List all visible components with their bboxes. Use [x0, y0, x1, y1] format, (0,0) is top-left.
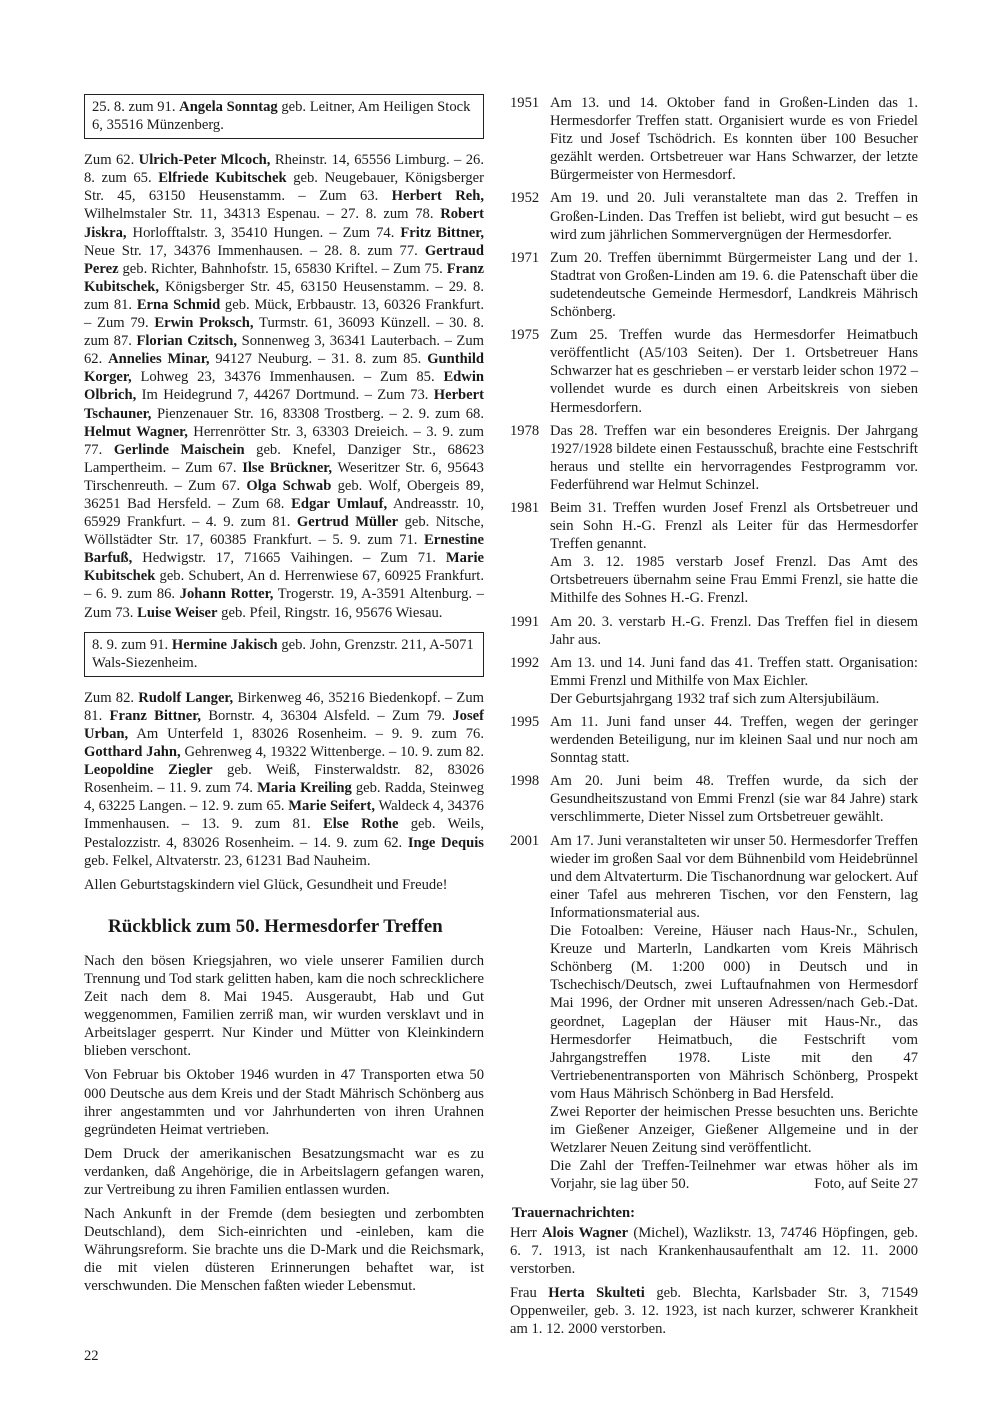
timeline-paragraph: Am 13. und 14. Juni fand das 41. Treffen statt. Organisation: Emmi Frenzl und Mithilfe von Max Eichler. [550, 654, 918, 689]
timeline-paragraph: Am 17. Juni veranstalteten wir unser 50. Hermesdorfer Treffen wieder im großen Saal vor dem Bühnenbild vom Heidebrünnel und dem Altvaterturm. Die Tischanordnung war gelockert. Auf einer Tafel aus mehreren Tischen, vor den Fenstern, lag Informationsmaterial aus. [550, 832, 919, 921]
timeline-paragraph: Am 13. und 14. Oktober fand in Großen-Linden das 1. Hermesdorfer Treffen statt. Organisiert wurde es von Friedel Fitz und Josef Tschödrich. Es konnten über 100 Besucher gezählt werden. Ortsbetreuer war Hans Schwarzer, der letzte Bürgermeister von Hermesdorf. [550, 95, 918, 184]
highlight-box-birthday-91 [84, 94, 484, 139]
timeline-paragraph: Das 28. Treffen war ein besonderes Ereignis. Der Jahrgang 1927/1928 bildete einen Festausschuß, brachte eine Festschrift heraus und stellte ein hervorragendes Festprogramm vor. Federführend war Helmut Schinzel. [550, 422, 918, 493]
page-number: 22 [84, 1348, 99, 1364]
box-text: 25. 8. zum 91. Angela Sonntag geb. Leitner, Am Heiligen Stock 6, 35516 Münzenberg. [92, 99, 471, 134]
timeline-paragraph: Die Zahl der Treffen-Teilnehmer war etwas höher als im Vorjahr, sie lag über 50. [550, 1158, 918, 1193]
obituary-heading: Trauernachrichten: [512, 1204, 635, 1221]
timeline-year: 1952 [510, 190, 540, 207]
timeline-year: 1951 [510, 95, 540, 111]
timeline-text [550, 772, 918, 826]
timeline-year: 1995 [510, 714, 540, 730]
obituary-1: Herr Alois Wagner (Michel), Wazlikstr. 13, 74746 Höpfingen, geb. 6. 7. 1913, ist nach Krankenhausaufenthalt am 12. 11. 2000 verstorben. [510, 1224, 918, 1277]
timeline-paragraph: Beim 31. Treffen wurden Josef Frenzl als Ortsbetreuer und sein Sohn H.-G. Frenzl als Leiter für das Hermesdorfer Treffen genannt. [550, 499, 918, 553]
timeline-text [550, 422, 918, 494]
timeline-entry [510, 832, 918, 1194]
timeline-text [550, 713, 918, 767]
timeline-paragraph: Am 3. 12. 1985 verstarb Josef Frenzl. Das Amt des Ortsbetreuers übernahm seine Frau Emmi Frenzl, sie hatte die Mithilfe des Sohnes H.-G. Frenzl. [550, 554, 918, 607]
timeline-paragraph: Zum 20. Treffen übernimmt Bürgermeister Lang und der 1. Stadtrat von Großen-Linden am 19. 6. die Patenschaft über die sudetendeutsche Gemeinde Hermesdorf, Landkreis Mährisch Schönberg. [550, 249, 918, 321]
timeline-text [550, 189, 918, 243]
left-column [84, 94, 484, 1302]
timeline-entry [510, 94, 918, 184]
timeline-entry [510, 189, 918, 243]
timeline-text [550, 249, 918, 321]
timeline-text [550, 94, 918, 184]
review-paragraph-2: Von Februar bis Oktober 1946 wurden in 47 Transporten etwa 50 000 Deutsche aus dem Kreis und der Stadt Mährisch Schönberg aus ihrer angestammten und vor Jahrhunderten von ihren Urahnen gegründeten Heimat vertrieben. [84, 1067, 484, 1138]
timeline-entry [510, 613, 918, 649]
timeline-year: 1978 [510, 422, 540, 439]
right-column [510, 94, 918, 1344]
birthday-list-1: Zum 62. Ulrich-Peter Mlcoch, Rheinstr. 14, 65556 Limburg. – 26. 8. zum 65. Elfriede Kubitschek geb. Neugebauer, Königsberger Str. 45, 63150 Heusenstamm. – Zum 63. Herbert Reh, Wilhelmstaler Str. 11, 34313 Espenau. – 27. 8. zum 78. Robert Jiskra, Horlofftalstr. 3, 35410 Hungen. – Zum 74. Fritz Bittner, Neue Str. 17, 34376 Immenhausen. – 28. 8. zum 77. Gertraud Perez geb. Richter, Bahnhofstr. 15, 65830 Kriftel. – Zum 75. Franz Kubitschek, Königsberger Str. 45, 63150 Heusenstamm. – 29. 8. zum 81. Erna Schmid geb. Mück, Erbbaustr. 13, 60326 Frankfurt. – Zum 79. Erwin Proksch, Turmstr. 61, 36093 Künzell. – 30. 8. zum 87. Florian Czitsch, Sonnenweg 3, 36341 Lauterbach. – Zum 62. Annelies Minar, 94127 Neuburg. – 31. 8. zum 85. Gunthild Korger, Lohweg 23, 34376 Immenhausen. – Zum 85. Edwin Olbrich, Im Heidegrund 7, 44267 Dortmund. – Zum 73. Herbert Tschauner, Pienzenauer Str. 16, 83308 Trostberg. – 2. 9. zum 68. Helmut Wagner, Herrenrötter Str. 3, 63303 Dreieich. – 3. 9. zum 77. Gerlinde Maischein geb. Knefel, Danziger Str., 68623 Lampertheim. – Zum 67. Ilse Brückner, Weseritzer Str. 6, 95643 Tirschenreuth. – Zum 67. Olga Schwab geb. Wolf, Obergeis 89, 36251 Bad Hersfeld. – Zum 68. Edgar Umlauf, Andreasstr. 10, 65929 Frankfurt. – 4. 9. zum 81. Gertrud Müller geb. Nitsche, Wöllstädter Str. 17, 60385 Frankfurt. – 5. 9. zum 71. Ernestine Barfuß, Hedwigstr. 17, 71665 Vaihingen. – Zum 71. Marie Kubitschek geb. Schubert, An d. Herrenwiese 67, 60925 Frankfurt. – 6. 9. zum 86. Johann Rotter, Trogerstr. 19, A-3591 Altenburg. – Zum 73. Luise Weiser geb. Pfeil, Ringstr. 16, 95676 Wiesau. [84, 152, 485, 621]
section-title: Rückblick zum 50. Hermesdorfer Treffen [108, 915, 443, 937]
timeline-entry [510, 772, 918, 826]
timeline-paragraph: Am 20. 3. verstarb H.-G. Frenzl. Das Treffen fiel in diesem Jahr aus. [550, 613, 918, 648]
timeline-paragraph: Am 20. Juni beim 48. Treffen wurde, da sich der Gesundheitszustand von Emmi Frenzl (sie war 84 Jahre) stark verschlimmerte, Dieter Nissel zum Ortsbetreuer gewählt. [550, 773, 918, 826]
timeline-year: 1971 [510, 249, 540, 266]
timeline-text [550, 499, 918, 608]
timeline-paragraph: Am 19. und 20. Juli veranstaltete man das 2. Treffen in Großen-Linden. Das Treffen ist beliebt, wird gut besucht – es wird zum jährlichen Sommervergnügen der Hermesdorfer. [550, 190, 918, 243]
timeline-paragraph: Zum 25. Treffen wurde das Hermesdorfer Heimatbuch veröffentlicht (A5/103 Seiten). Der 1. Ortsbetreuer Hans Schwarzer hat es geschrieben – er verstarb leider schon 1972 – vollendet wurde es durch einen Arbeitskreis von sieben Hermesdorfern. [550, 327, 918, 416]
timeline-paragraph: Zwei Reporter der heimischen Presse besuchten uns. Berichte im Gießener Anzeiger, Gießener Allgemeine und in der Wetzlarer Neuen Zeitung sind veröffentlicht. [550, 1103, 918, 1157]
timeline-text [550, 326, 918, 416]
photo-note: Foto, auf Seite 27 [814, 1176, 918, 1193]
timeline-year: 1991 [510, 613, 540, 630]
review-paragraph-1: Nach den bösen Kriegsjahren, wo viele unserer Familien durch Trennung und Tod stark gelitten haben, kam die noch schrecklichere Zeit nach dem 8. Mai 1945. Ausgeraubt, Hab und Gut weggenommen, Familien zerriß man, wir wurden versklavt und in Arbeitslager gesperrt. Nur Kinder und Mütter von Kleinkindern blieben verschont. [84, 952, 484, 1060]
timeline-entry [510, 654, 918, 708]
timeline-text [550, 832, 918, 1194]
highlight-box-birthday-91-b [84, 632, 484, 677]
timeline-paragraph: Am 11. Juni fand unser 44. Treffen, wegen der geringer werdenden Beteiligung, nur im kleinen Saal und nur noch am Sonntag statt. [550, 714, 918, 767]
timeline-year: 1998 [510, 773, 540, 790]
timeline-text [550, 613, 918, 649]
timeline-text [550, 654, 918, 708]
box-text: 8. 9. zum 91. Hermine Jakisch geb. John, Grenzstr. 211, A-5071 Wals-Siezenheim. [92, 636, 474, 671]
timeline-year: 1992 [510, 654, 540, 671]
timeline-entry [510, 249, 918, 321]
timeline-year: 1975 [510, 327, 540, 344]
timeline-entry [510, 326, 918, 416]
review-paragraph-3: Dem Druck der amerikanischen Besatzungsmacht war es zu verdanken, daß Angehörige, die in Arbeitslagern gefangen waren, zur Vertreibung zu ihren Familien entlassen wurden. [84, 1145, 484, 1198]
timeline-entry [510, 713, 918, 767]
timeline-entry [510, 499, 918, 608]
birthday-list-2: Zum 82. Rudolf Langer, Birkenweg 46, 35216 Biedenkopf. – Zum 81. Franz Bittner, Bornstr. 4, 36304 Alsfeld. – Zum 79. Josef Urban, Am Unterfeld 1, 83026 Rosenheim. – 9. 9. zum 76. Gotthard Jahn, Gehrenweg 4, 19322 Wittenberge. – 10. 9. zum 82. Leopoldine Ziegler geb. Weiß, Finsterwaldstr. 82, 83026 Rosenheim. – 11. 9. zum 74. Maria Kreiling geb. Radda, Steinweg 4, 63225 Langen. – 12. 9. zum 65. Marie Seifert, Waldeck 4, 34376 Immenhausen. – 13. 9. zum 81. Else Rothe geb. Weils, Pestalozzistr. 4, 83026 Rosenheim. – 14. 9. zum 62. Inge Dequis geb. Felkel, Altvaterstr. 23, 61231 Bad Nauheim. [84, 689, 485, 869]
timeline-year: 1981 [510, 499, 540, 516]
timeline-paragraph: Die Fotoalben: Vereine, Häuser nach Haus-Nr., Schulen, Kreuze und Marterln, Landkarten vom Kreis Mährisch Schönberg (M. 1:200 000) in Deutsch und in Tschechisch/Deutsch, zwei Luftaufnahmen von Hermesdorf Mai 1996, der Ordner mit unseren Adressen/nach Geb.-Dat. geordnet, Lageplan der Häuser mit Haus-Nr., das Hermesdorfer Heimatbuch, die Festschrift vom Jahrgangstreffen 1978. Liste mit den 47 Vertriebenentransporten von Mährisch Schönberg, Prospekt vom Haus Mährisch Schönberg in Bad Hersfeld. [550, 923, 918, 1102]
review-paragraph-4: Nach Ankunft in der Fremde (dem besiegten und zerbombten Deutschland), dem Sich-einrichten und -einleben, kam die Währungsreform. Sie brachte uns die D-Mark und die Reichsmark, die mit vielen düsteren Erinnerungen behaftet war, ist verschwunden. Die Menschen faßten wieder Lebensmut. [84, 1206, 484, 1295]
timeline-entry [510, 422, 918, 494]
timeline-paragraph: Der Geburtsjahrgang 1932 traf sich zum Altersjubiläum. [550, 690, 880, 707]
timeline-year: 2001 [510, 832, 540, 849]
birthday-wishes: Allen Geburtstagskindern viel Glück, Gesundheit und Freude! [84, 876, 448, 893]
obituary-2: Frau Herta Skulteti geb. Blechta, Karlsbader Str. 3, 71549 Oppenweiler, geb. 3. 12. 1923, ist nach kurzer, schwerer Krankheit am 1. 12. 2000 verstorben. [510, 1284, 918, 1338]
timeline [510, 94, 918, 1194]
